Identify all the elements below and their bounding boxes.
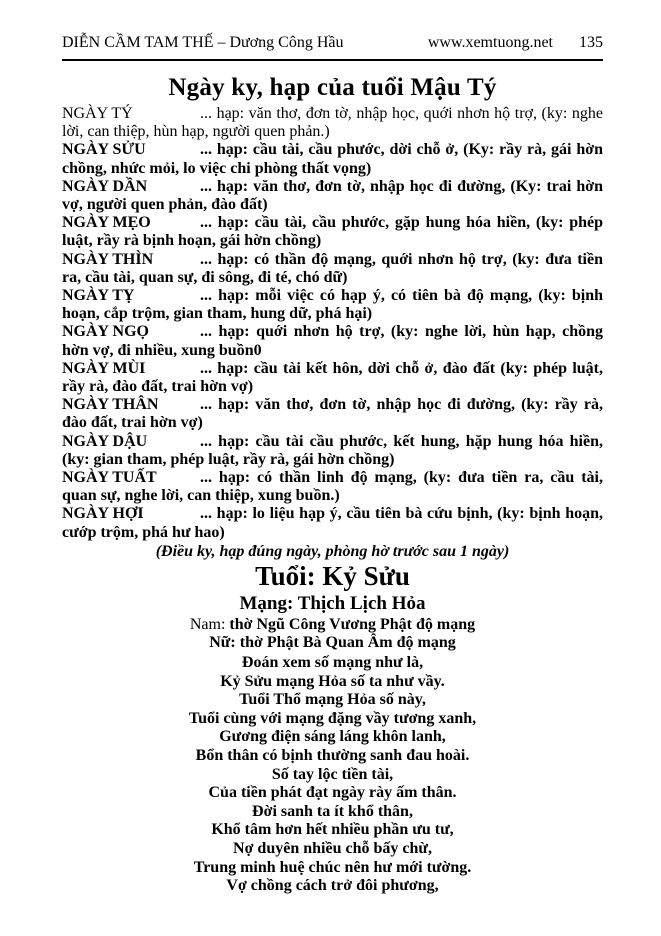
section-title-ky-suu: Tuổi: Kỷ Sửu bbox=[255, 560, 410, 591]
day-entry-dau bbox=[62, 433, 603, 469]
day-text: ... hạp: cầu tài cầu phước, kết hung, hặp hung hóa hiền, (ky: gian tham, phép luật, rầy rà, gái hờn chồng) bbox=[62, 432, 603, 468]
day-text: ... hạp: có thần độ mạng, quới nhơn hộ trợ, (ky: đưa tiền ra, cầu tài, quan sự, đi sông, đi té, chó dữ) bbox=[62, 250, 603, 286]
day-entry-mui bbox=[62, 360, 603, 396]
day-label: NGÀY TÝ bbox=[62, 105, 133, 122]
poem-line: Của tiền phát đạt ngày rày ấm thân. bbox=[208, 784, 457, 802]
nam-text: thờ Ngũ Công Vương Phật độ mạng bbox=[229, 615, 476, 633]
day-text: ... hạp: cầu tài kết hôn, dời chỗ ở, đào đất (ky: phép luật, rầy rà, đào đất, trai hờn vợ) bbox=[62, 359, 603, 396]
poem-line: Số tay lộc tiền tài, bbox=[271, 765, 394, 783]
day-text: ... hạp: quới nhơn hộ trợ, (ky: nghe lời, hùn hạp, chồng hờn vợ, đi nhiều, xung buồn0 bbox=[62, 323, 603, 359]
day-entries bbox=[62, 105, 603, 542]
day-entry-tuat bbox=[62, 469, 603, 505]
page-header bbox=[62, 34, 603, 52]
poem-line: Bổn thân có bịnh thường sanh đau hoài. bbox=[195, 747, 470, 765]
day-entry-ngo bbox=[62, 323, 603, 359]
day-label: NGÀY SỬU bbox=[62, 141, 146, 159]
day-entry-dan bbox=[62, 178, 603, 214]
day-text: ... hạp: lo liệu hạp ý, cầu tiên bà cứu bịnh, (ky: bịnh hoạn, cướp trộm, phá hư hao) bbox=[62, 505, 603, 541]
poem-line: Tuổi Thổ mạng Hỏa số này, bbox=[239, 691, 426, 709]
nu-text: thờ Phật Bà Quan Âm độ mạng bbox=[239, 634, 456, 652]
day-label: NGÀY TỴ bbox=[62, 287, 135, 305]
day-text: ... hạp: văn thơ, đơn tờ, nhập học, quới nhơn hộ trợ, (ky: nghe lời, can thiệp, hùn hạp, người quen phản.) bbox=[62, 105, 603, 141]
day-text: ... hạp: có thần linh độ mạng, (ky: đưa tiền ra, cầu tài, quan sự, nghe lời, can thiệp, xung buồn.) bbox=[62, 469, 603, 505]
section-title-mau-ty: Ngày ky, hạp của tuổi Mậu Tý bbox=[168, 74, 497, 101]
timing-note: (Điều ky, hạp đúng ngày, phòng hờ trước sau 1 ngày) bbox=[155, 542, 510, 560]
day-text: ... hạp: văn thơ, đơn tờ, nhập học đi đường, (Ky: trai hờn vợ, người quen phản, đào đất) bbox=[62, 177, 603, 214]
day-entry-meo bbox=[62, 214, 603, 250]
header-page-number: 135 bbox=[579, 34, 603, 51]
day-label: NGÀY TUẤT bbox=[62, 469, 157, 487]
poem-line: Đoán xem số mạng như là, bbox=[241, 654, 424, 672]
day-entry-hoi bbox=[62, 505, 603, 541]
day-entry-ti bbox=[62, 287, 603, 323]
day-text: ... hạp: cầu tài, cầu phước, dời chỗ ở, (Ky: rầy rà, gái hờn chồng, nhức mỏi, lo việc chi phòng thất vọng) bbox=[62, 141, 603, 177]
fortune-poem bbox=[62, 654, 603, 896]
destiny-title: Mạng: Thịch Lịch Hỏa bbox=[239, 592, 426, 614]
header-divider bbox=[62, 59, 603, 61]
poem-line: Gương điện sáng láng khôn lanh, bbox=[219, 728, 446, 746]
day-text: ... hạp: mỗi việc có hạp ý, có tiên bà độ mạng, (ky: bịnh hoạn, cắp trộm, gian tham, hung dữ, phá hại) bbox=[62, 287, 603, 323]
worship-nam-line bbox=[62, 616, 603, 635]
poem-line: Nợ duyên nhiều chỗ bấy chừ, bbox=[233, 840, 432, 857]
poem-line: Đời sanh ta ít khổ thân, bbox=[252, 802, 413, 820]
day-label: NGÀY THÌN bbox=[62, 250, 154, 268]
day-label: NGÀY DẦN bbox=[62, 177, 148, 195]
header-book-title: DIỄN CẦM TAM THẾ – Dương Công Hầu bbox=[62, 34, 344, 51]
poem-line: Trung minh huệ chúc nên hư mới tường. bbox=[193, 858, 472, 876]
day-text: ... hạp: văn thơ, đơn tờ, nhập học đi đường, (ky: rầy rà, đào đất, trai hờn vợ) bbox=[62, 396, 603, 432]
header-website: www.xemtuong.net bbox=[427, 34, 553, 51]
header-right bbox=[428, 34, 603, 52]
day-label: NGÀY MÙI bbox=[62, 359, 146, 377]
day-entry-suu bbox=[62, 141, 603, 177]
worship-nu-line bbox=[62, 634, 603, 653]
poem-line: Tuổi cùng với mạng đặng vầy tương xanh, bbox=[188, 709, 477, 727]
nu-label: Nữ: bbox=[209, 634, 236, 652]
day-label: NGÀY HỢI bbox=[62, 505, 144, 523]
day-entry-ty bbox=[62, 105, 603, 141]
poem-line: Kỷ Sửu mạng Hỏa số ta như vầy. bbox=[220, 672, 445, 690]
nam-label: Nam: bbox=[189, 615, 226, 633]
day-label: NGÀY NGỌ bbox=[62, 323, 149, 341]
day-text: ... hạp: cầu tài, cầu phước, gặp hung hóa hiền, (ky: phép luật, rầy rà bịnh hoạn, gái hờn chồng) bbox=[62, 214, 603, 250]
poem-line: Vợ chồng cách trở đôi phương, bbox=[226, 877, 439, 895]
day-label: NGÀY THÂN bbox=[62, 396, 159, 414]
poem-line: Khổ tâm hơn hết nhiều phần ưu tư, bbox=[211, 821, 454, 839]
day-entry-thin bbox=[62, 251, 603, 287]
day-label: NGÀY DẬU bbox=[62, 432, 148, 450]
day-entry-than bbox=[62, 396, 603, 432]
day-label: NGÀY MẸO bbox=[62, 214, 151, 232]
